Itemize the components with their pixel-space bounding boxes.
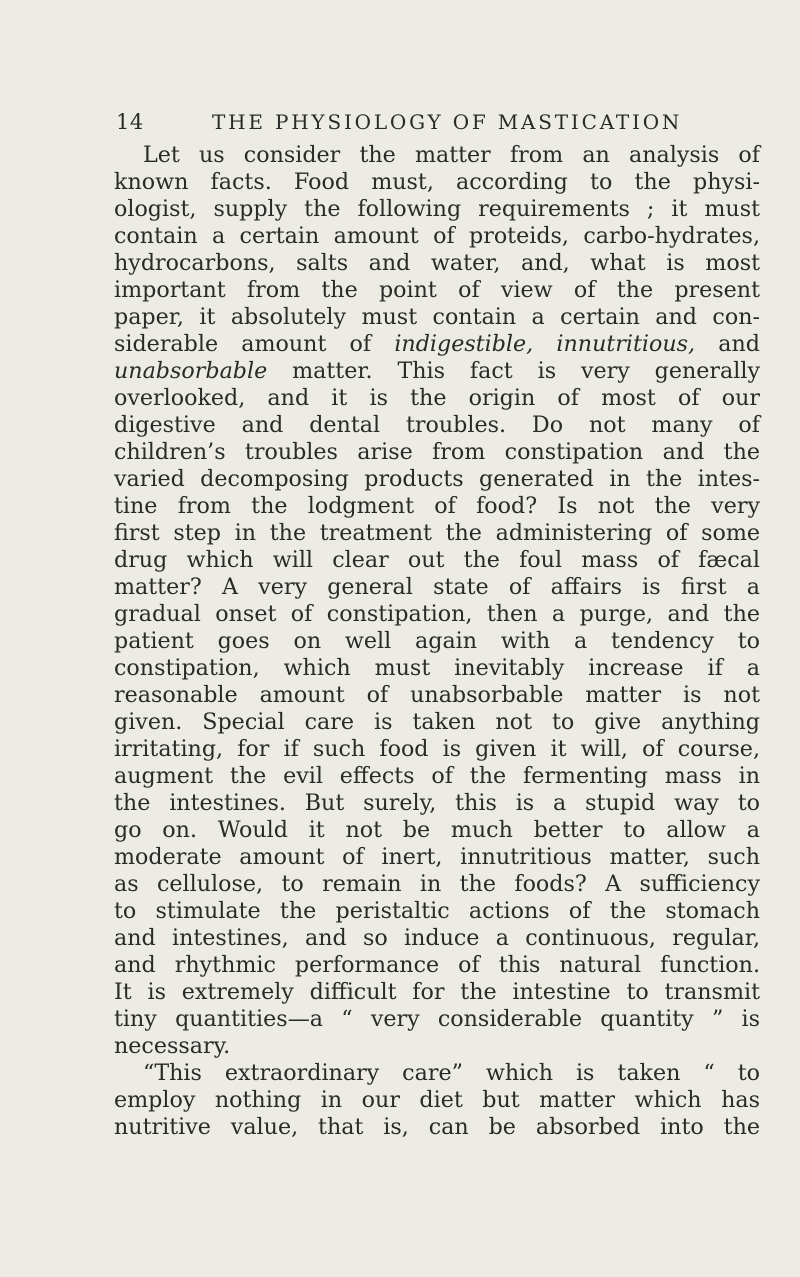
text-line: nutritive value, that is, can be absorbed into the — [114, 1114, 760, 1140]
text-line: drug which will clear out the foul mass of fæcal — [114, 547, 760, 573]
text-line: matter? A very general state of affairs is first a — [114, 574, 760, 600]
text-line: necessary. — [114, 1033, 231, 1059]
text-line: ologist, supply the following requirements ; it must — [114, 196, 760, 222]
text-line: unabsorbable matter. This fact is very generally — [114, 358, 760, 384]
text-line: important from the point of view of the present — [114, 277, 760, 303]
text-line: go on. Would it not be much better to allow a — [114, 817, 760, 843]
text-line: gradual onset of constipation, then a purge, and the — [114, 601, 760, 627]
text-line: overlooked, and it is the origin of most of our — [114, 385, 760, 411]
text-line: and intestines, and so induce a continuous, regular, — [114, 925, 760, 951]
text-line: paper, it absolutely must contain a certain and con- — [114, 304, 760, 330]
body-text — [114, 142, 760, 1141]
text-line: hydrocarbons, salts and water, and, what is most — [114, 250, 760, 276]
text-line: moderate amount of inert, innutritious matter, such — [114, 844, 760, 870]
text-line: augment the evil effects of the fermenting mass in — [114, 763, 760, 789]
text-line: digestive and dental troubles. Do not many of — [114, 412, 760, 438]
text-line: tiny quantities—a “ very considerable quantity ” is — [114, 1006, 760, 1032]
text-line: first step in the treatment the administering of some — [114, 520, 760, 546]
text-line: constipation, which must inevitably increase if a — [114, 655, 760, 681]
text-line: It is extremely difficult for the intestine to transmit — [114, 979, 760, 1005]
text-line: varied decomposing products generated in the intes- — [114, 466, 760, 492]
text-line: reasonable amount of unabsorbable matter is not — [114, 682, 760, 708]
text-line: employ nothing in our diet but matter which has — [114, 1087, 760, 1113]
page-number: 14 — [116, 110, 144, 134]
text-line: patient goes on well again with a tendency to — [114, 628, 760, 654]
text-line: contain a certain amount of proteids, carbo-hydrates, — [114, 223, 760, 249]
running-head — [116, 110, 756, 138]
text-line: as cellulose, to remain in the foods? A sufficiency — [114, 871, 760, 897]
text-line: the intestines. But surely, this is a stupid way to — [114, 790, 760, 816]
text-line: Let us consider the matter from an analysis of — [143, 142, 760, 168]
text-line: children’s troubles arise from constipation and the — [114, 439, 760, 465]
text-line: “This extraordinary care” which is taken “ to — [143, 1060, 760, 1086]
text-line: and rhythmic performance of this natural function. — [114, 952, 760, 978]
text-line: to stimulate the peristaltic actions of the stomach — [114, 898, 760, 924]
text-line: tine from the lodgment of food? Is not the very — [114, 493, 760, 519]
text-line: given. Special care is taken not to give anything — [114, 709, 760, 735]
running-title: THE PHYSIOLOGY OF MASTICATION — [212, 110, 683, 134]
text-line: known facts. Food must, according to the physi- — [114, 169, 760, 195]
text-line: siderable amount of indigestible, innutritious, and — [114, 331, 760, 357]
text-line: irritating, for if such food is given it will, of course, — [114, 736, 760, 762]
